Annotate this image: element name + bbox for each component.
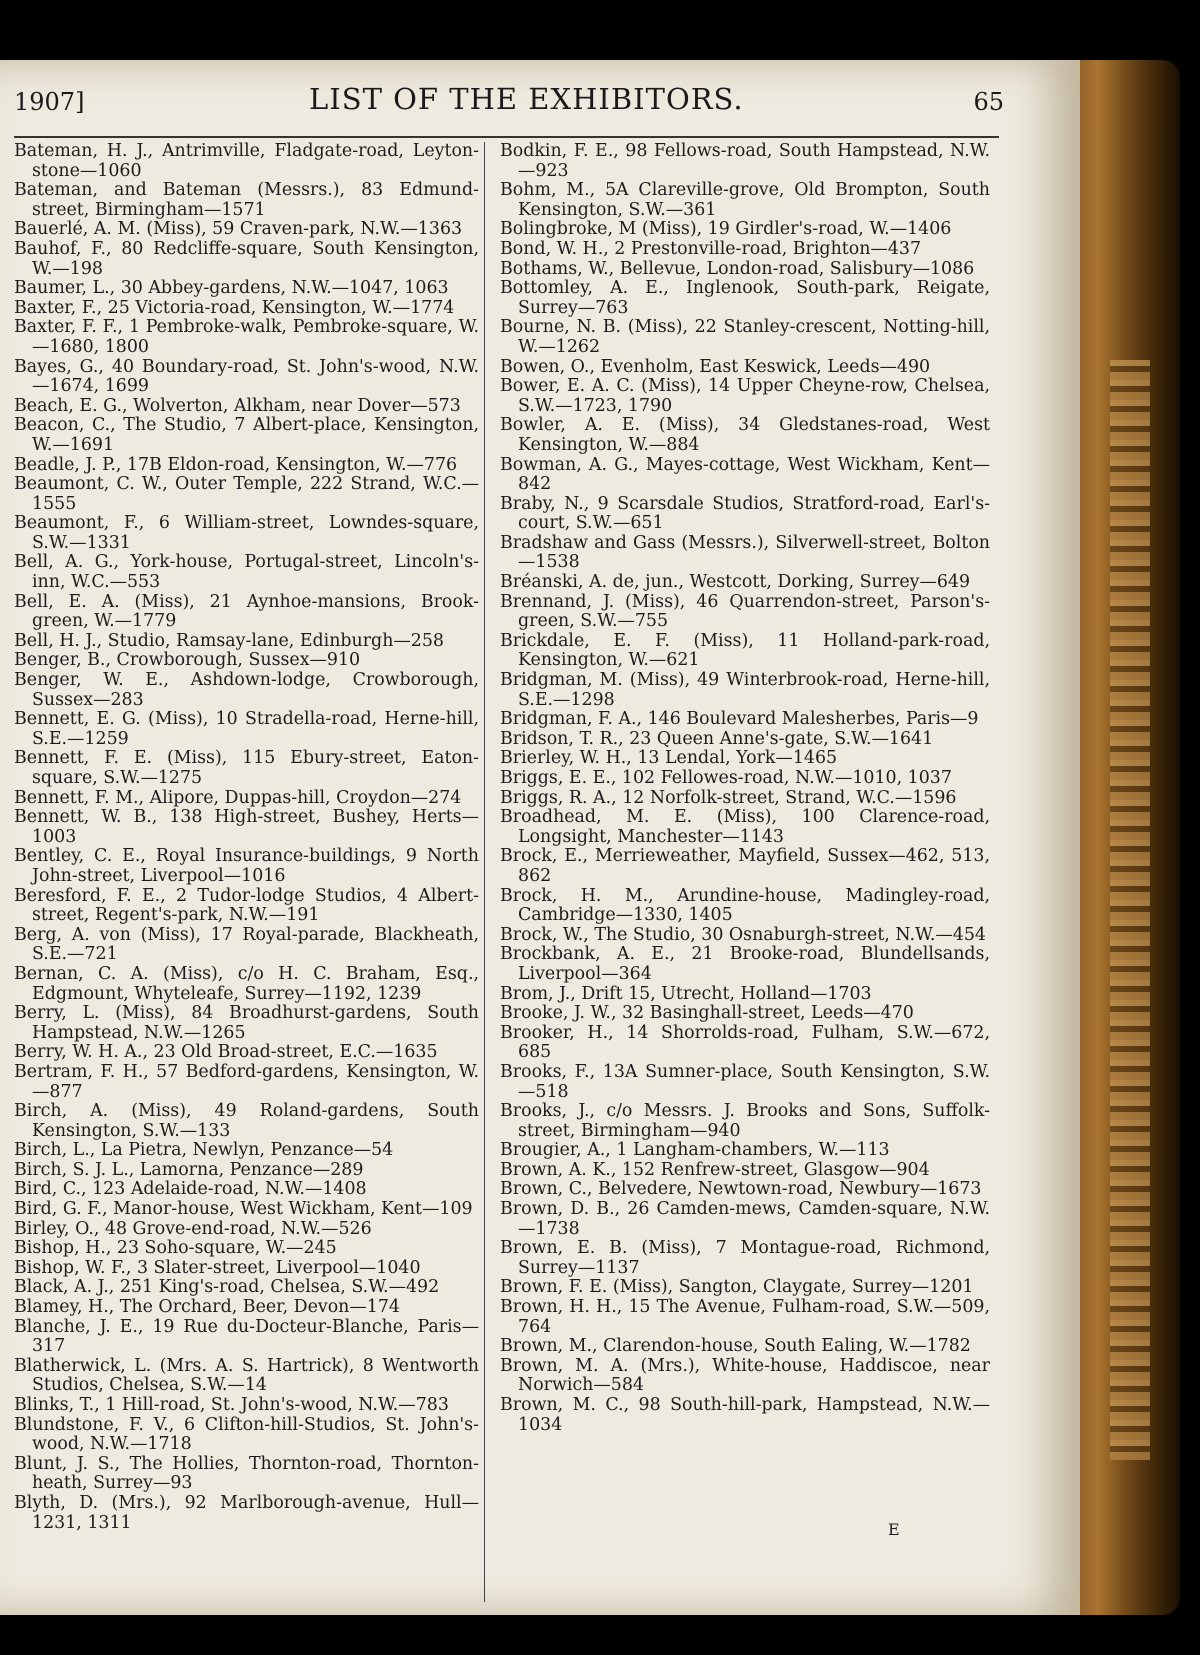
exhibitor-entry: Bottomley, A. E., Inglenook, South-park, Reigate, Surrey—763 xyxy=(500,278,990,318)
exhibitor-entry: Brooke, J. W., 32 Basinghall-street, Leeds—470 xyxy=(500,1003,914,1024)
exhibitor-entry: Bishop, H., 23 Soho-square, W.—245 xyxy=(14,1238,337,1259)
exhibitor-entry: Bauerlé, A. M. (Miss), 59 Craven-park, N.W.—1363 xyxy=(14,219,463,240)
exhibitor-entry: Bodkin, F. E., 98 Fellows-road, South Hampstead, N.W.—923 xyxy=(500,141,990,181)
exhibitor-entry: Beadle, J. P., 17B Eldon-road, Kensington, W.—776 xyxy=(14,454,458,475)
exhibitor-entry: Black, A. J., 251 King's-road, Chelsea, S.W.—492 xyxy=(14,1277,440,1298)
header-year: 1907] xyxy=(14,88,85,116)
exhibitor-entry: Bowman, A. G., Mayes-cottage, West Wickham, Kent—842 xyxy=(500,454,990,495)
exhibitor-entry: Bothams, W., Bellevue, London-road, Salisbury—1086 xyxy=(500,258,975,279)
exhibitor-entry: Bennett, E. G. (Miss), 10 Stradella-road, Herne-hill, S.E.—1259 xyxy=(14,709,479,749)
exhibitor-entry: Bennett, W. B., 138 High-street, Bushey, Herts—1003 xyxy=(14,807,479,847)
exhibitor-entry: Bridson, T. R., 23 Queen Anne's-gate, S.W.—1641 xyxy=(500,728,934,749)
exhibitor-entry: Brown, H. H., 15 The Avenue, Fulham-road, S.W.—509, 764 xyxy=(500,1297,990,1337)
book-page xyxy=(0,60,1080,1615)
exhibitor-entry: Brown, M. A. (Mrs.), White-house, Haddiscoe, near Norwich—584 xyxy=(500,1355,990,1396)
exhibitor-entry: Briggs, R. A., 12 Norfolk-street, Strand, W.C.—1596 xyxy=(500,787,957,808)
exhibitor-entry: Baxter, F., 25 Victoria-road, Kensington, W.—1774 xyxy=(14,297,455,318)
exhibitor-entry: Braby, N., 9 Scarsdale Studios, Stratford-road, Earl's-court, S.W.—651 xyxy=(500,493,990,534)
exhibitor-entry: Bateman, and Bateman (Messrs.), 83 Edmund-street, Birmingham—1571 xyxy=(14,180,479,220)
exhibitor-entry: Bateman, H. J., Antrimville, Fladgate-road, Leyton-stone—1060 xyxy=(14,141,479,181)
exhibitor-entry: Brown, M., Clarendon-house, South Ealing, W.—1782 xyxy=(500,1336,971,1357)
exhibitor-entry: Birch, A. (Miss), 49 Roland-gardens, South Kensington, S.W.—133 xyxy=(14,1101,479,1141)
exhibitor-entry: Brougier, A., 1 Langham-chambers, W.—113 xyxy=(500,1140,890,1161)
exhibitor-entry: Beresford, F. E., 2 Tudor-lodge Studios, 4 Albert-street, Regent's-park, N.W.—191 xyxy=(14,885,479,926)
exhibitor-entry: Brown, M. C., 98 South-hill-park, Hampstead, N.W.—1034 xyxy=(500,1395,990,1435)
exhibitor-entry: Brooker, H., 14 Shorrolds-road, Fulham, S.W.—672, 685 xyxy=(500,1022,990,1063)
exhibitor-entry: Blundstone, F. V., 6 Clifton-hill-Studios, St. John's-wood, N.W.—1718 xyxy=(14,1414,479,1455)
exhibitor-entry: Blinks, T., 1 Hill-road, St. John's-wood, N.W.—783 xyxy=(14,1395,449,1415)
exhibitor-entry: Bridgman, F. A., 146 Boulevard Malesherbes, Paris—9 xyxy=(500,709,979,730)
exhibitor-entry: Brooks, F., 13A Sumner-place, South Kensington, S.W.—518 xyxy=(500,1061,990,1102)
exhibitor-entry: Beaumont, C. W., Outer Temple, 222 Strand, W.C.—1555 xyxy=(14,474,479,514)
exhibitor-entry: Brown, E. B. (Miss), 7 Montague-road, Richmond, Surrey—1137 xyxy=(500,1238,990,1278)
book-binding-edge xyxy=(1070,60,1180,1615)
exhibitor-entry: Bernan, C. A. (Miss), c/o H. C. Braham, Esq., Edgmount, Whyteleafe, Surrey—1192, 1239 xyxy=(14,963,479,1004)
exhibitor-entry: Blamey, H., The Orchard, Beer, Devon—174 xyxy=(14,1297,400,1318)
exhibitor-entry: Brown, F. E. (Miss), Sangton, Claygate, Surrey—1201 xyxy=(500,1277,974,1298)
exhibitor-entry: Brennand, J. (Miss), 46 Quarrendon-street, Parson's-green, S.W.—755 xyxy=(500,591,990,632)
exhibitor-entry: Brock, W., The Studio, 30 Osnaburgh-street, N.W.—454 xyxy=(500,924,986,945)
exhibitor-entry: Bower, E. A. C. (Miss), 14 Upper Cheyne-row, Chelsea, S.W.—1723, 1790 xyxy=(500,376,990,416)
exhibitor-entry: Brickdale, E. F. (Miss), 11 Holland-park-road, Kensington, W.—621 xyxy=(500,630,990,671)
exhibitor-entry: Bird, C., 123 Adelaide-road, N.W.—1408 xyxy=(14,1179,367,1200)
column-divider xyxy=(484,142,485,1602)
exhibitor-entry: Bennett, F. E. (Miss), 115 Ebury-street, Eaton-square, S.W.—1275 xyxy=(14,748,479,788)
exhibitor-entry: Bishop, W. F., 3 Slater-street, Liverpool—1040 xyxy=(14,1257,421,1278)
page-number: 65 xyxy=(973,88,1004,116)
exhibitor-entry: Bennett, F. M., Alipore, Duppas-hill, Croydon—274 xyxy=(14,787,462,808)
exhibitor-entry: Beach, E. G., Wolverton, Alkham, near Dover—573 xyxy=(14,395,461,416)
exhibitor-entry: Bell, E. A. (Miss), 21 Aynhoe-mansions, Brook-green, W.—1779 xyxy=(14,591,479,632)
exhibitor-entry: Brown, A. K., 152 Renfrew-street, Glasgow—904 xyxy=(500,1159,930,1180)
exhibitor-entry: Bradshaw and Gass (Messrs.), Silverwell-street, Bolton—1538 xyxy=(500,532,990,573)
exhibitor-entry: Berry, L. (Miss), 84 Broadhurst-gardens, South Hampstead, N.W.—1265 xyxy=(14,1003,479,1043)
exhibitor-entry: Blatherwick, L. (Mrs. A. S. Hartrick), 8 Wentworth Studios, Chelsea, S.W.—14 xyxy=(14,1355,479,1396)
exhibitor-entry: Bridgman, M. (Miss), 49 Winterbrook-road, Herne-hill, S.E.—1298 xyxy=(500,670,990,710)
exhibitor-entry: Beaumont, F., 6 William-street, Lowndes-square, S.W.—1331 xyxy=(14,513,479,553)
exhibitor-entry: Bolingbroke, M (Miss), 19 Girdler's-road, W.—1406 xyxy=(500,219,952,240)
exhibitor-entry: Brock, E., Merrieweather, Mayfield, Sussex—462, 513, 862 xyxy=(500,846,990,886)
exhibitor-entry: Berg, A. von (Miss), 17 Royal-parade, Blackheath, S.E.—721 xyxy=(14,924,479,965)
exhibitor-entry: Brock, H. M., Arundine-house, Madingley-road, Cambridge—1330, 1405 xyxy=(500,885,990,926)
exhibitor-entry: Blyth, D. (Mrs.), 92 Marlborough-avenue, Hull—1231, 1311 xyxy=(14,1492,479,1533)
exhibitor-entry: Berry, W. H. A., 23 Old Broad-street, E.C.—1635 xyxy=(14,1042,438,1063)
exhibitor-entry: Bell, A. G., York-house, Portugal-street, Lincoln's-inn, W.C.—553 xyxy=(14,552,479,593)
exhibitor-entry: Broadhead, M. E. (Miss), 100 Clarence-road, Longsight, Manchester—1143 xyxy=(500,807,990,847)
exhibitor-entry: Birley, O., 48 Grove-end-road, N.W.—526 xyxy=(14,1218,372,1239)
exhibitor-entry: Bertram, F. H., 57 Bedford-gardens, Kensington, W.—877 xyxy=(14,1061,479,1102)
exhibitor-entry: Bowler, A. E. (Miss), 34 Gledstanes-road, West Kensington, W.—884 xyxy=(500,415,990,455)
exhibitor-entry: Benger, W. E., Ashdown-lodge, Crowborough, Sussex—283 xyxy=(14,670,479,710)
exhibitor-entry: Beacon, C., The Studio, 7 Albert-place, Kensington, W.—1691 xyxy=(14,415,479,455)
exhibitor-entry: Blunt, J. S., The Hollies, Thornton-road, Thornton-heath, Surrey—93 xyxy=(14,1453,479,1494)
right-column xyxy=(500,142,990,1435)
page-header xyxy=(14,82,1004,122)
exhibitor-entry: Baxter, F. F., 1 Pembroke-walk, Pembroke-square, W.—1680, 1800 xyxy=(14,317,479,357)
header-rule xyxy=(14,136,999,138)
page-title: LIST OF THE EXHIBITORS. xyxy=(309,82,744,116)
exhibitor-entry: Bauhof, F., 80 Redcliffe-square, South Kensington, W.—198 xyxy=(14,238,479,279)
exhibitor-entry: Bond, W. H., 2 Prestonville-road, Brighton—437 xyxy=(500,238,922,259)
exhibitor-entry: Bell, H. J., Studio, Ramsay-lane, Edinburgh—258 xyxy=(14,630,444,651)
exhibitor-entry: Brooks, J., c/o Messrs. J. Brooks and Sons, Suffolk-street, Birmingham—940 xyxy=(500,1101,990,1141)
exhibitor-entry: Briggs, E. E., 102 Fellowes-road, N.W.—1010, 1037 xyxy=(500,768,952,788)
exhibitor-entry: Bréanski, A. de, jun., Westcott, Dorking, Surrey—649 xyxy=(500,572,971,593)
exhibitor-entry: Bowen, O., Evenholm, East Keswick, Leeds—490 xyxy=(500,356,931,377)
exhibitor-entry: Blanche, J. E., 19 Rue du-Docteur-Blanche, Paris—317 xyxy=(14,1316,479,1357)
exhibitor-entry: Bourne, N. B. (Miss), 22 Stanley-crescent, Notting-hill, W.—1262 xyxy=(500,317,990,357)
exhibitor-entry: Bayes, G., 40 Boundary-road, St. John's-wood, N.W.—1674, 1699 xyxy=(14,356,479,397)
exhibitor-entry: Brown, C., Belvedere, Newtown-road, Newbury—1673 xyxy=(500,1179,982,1200)
exhibitor-entry: Brockbank, A. E., 21 Brooke-road, Blundellsands, Liverpool—364 xyxy=(500,944,990,984)
exhibitor-entry: Benger, B., Crowborough, Sussex—910 xyxy=(14,650,361,671)
exhibitor-entry: Birch, S. J. L., Lamorna, Penzance—289 xyxy=(14,1159,364,1180)
exhibitor-entry: Baumer, L., 30 Abbey-gardens, N.W.—1047, 1063 xyxy=(14,278,449,299)
left-column xyxy=(14,142,479,1533)
exhibitor-entry: Bird, G. F., Manor-house, West Wickham, Kent—109 xyxy=(14,1199,473,1220)
exhibitor-entry: Brierley, W. H., 13 Lendal, York—1465 xyxy=(500,748,838,769)
signature-mark: E xyxy=(888,1520,900,1539)
exhibitor-entry: Brown, D. B., 26 Camden-mews, Camden-square, N.W.—1738 xyxy=(500,1199,990,1239)
exhibitor-entry: Bentley, C. E., Royal Insurance-buildings, 9 North John-street, Liverpool—1016 xyxy=(14,846,479,886)
exhibitor-entry: Bohm, M., 5A Clareville-grove, Old Brompton, South Kensington, S.W.—361 xyxy=(500,180,990,220)
exhibitor-entry: Brom, J., Drift 15, Utrecht, Holland—1703 xyxy=(500,983,872,1004)
exhibitor-entry: Birch, L., La Pietra, Newlyn, Penzance—54 xyxy=(14,1140,394,1161)
